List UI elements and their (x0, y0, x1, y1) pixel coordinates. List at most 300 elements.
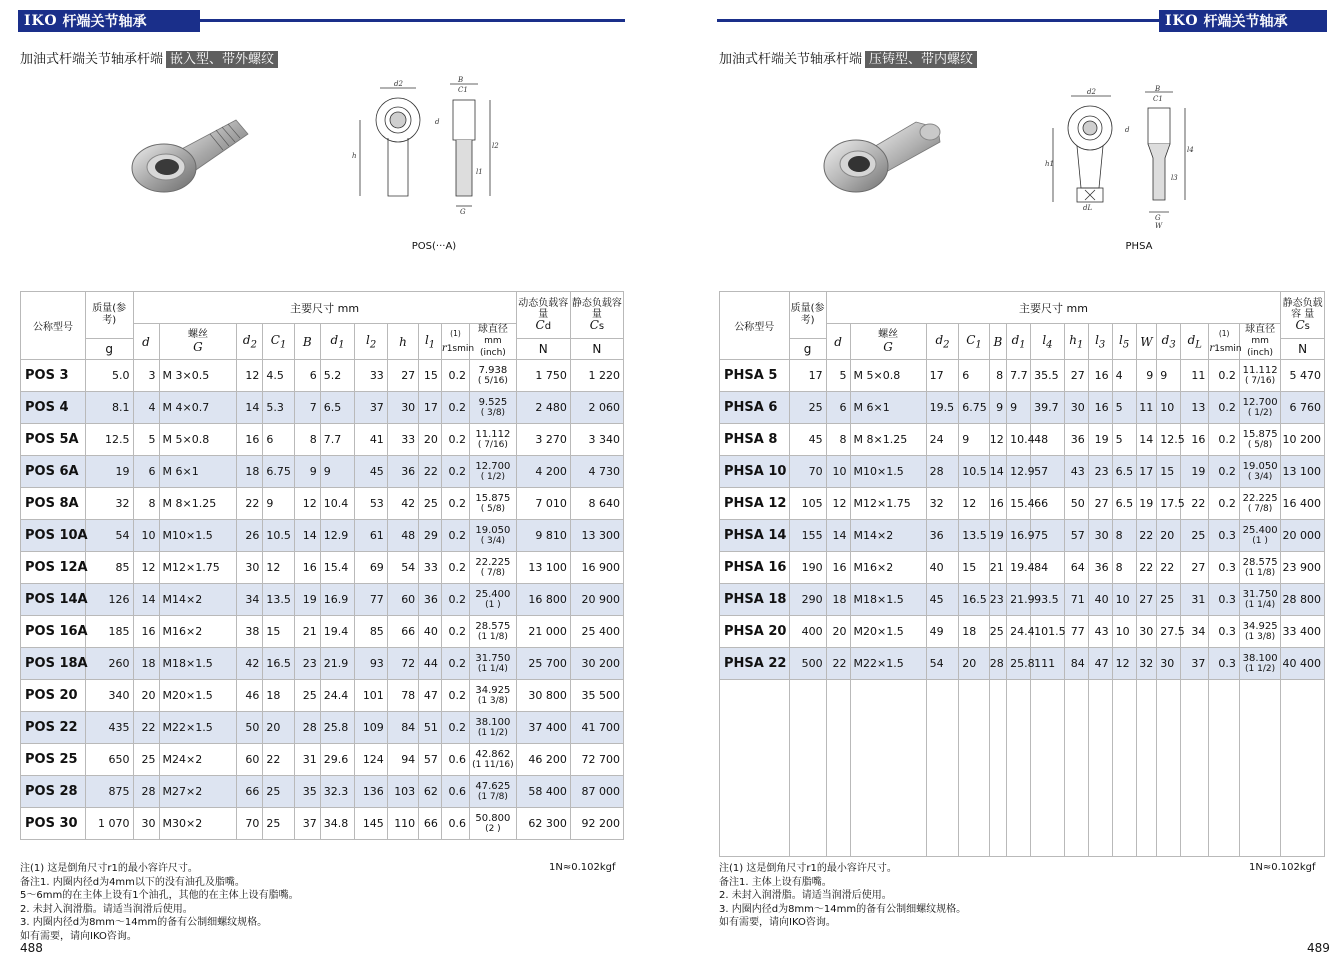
cell-r: 0.2 (441, 488, 469, 520)
cell-c1: 22 (263, 744, 294, 776)
col-d2: $d_2$ (237, 324, 263, 360)
section-subtitle: 加油式杆端关节轴承杆端 嵌入型、带外螺纹 (20, 48, 278, 67)
cell-g: M22×1.5 (850, 648, 926, 680)
cell-d3: 12.5 (1157, 424, 1181, 456)
cell-b: 7 (294, 392, 320, 424)
cell-w: 11 (1136, 392, 1157, 424)
col-thread: 螺丝 G (850, 324, 926, 360)
cell-d1: 9 (320, 456, 355, 488)
col-main-dims-header: 主要尺寸 mm (133, 292, 516, 324)
cell-mass: 45 (789, 424, 826, 456)
cell-h: 42 (387, 488, 418, 520)
cell-d: 10 (826, 456, 850, 488)
svg-text:W: W (1155, 222, 1163, 230)
cell-l1: 22 (419, 456, 442, 488)
cell-model: POS 28 (21, 776, 86, 808)
cell-model: PHSA 8 (720, 424, 790, 456)
cell-d: 14 (826, 520, 850, 552)
cell-l4: 35.5 (1031, 360, 1065, 392)
cell-g: M20×1.5 (850, 616, 926, 648)
cell-c1: 25 (263, 808, 294, 840)
cell-d: 25 (133, 744, 159, 776)
cell-c1: 13.5 (959, 520, 989, 552)
cell-r: 0.2 (441, 456, 469, 488)
cell-r: 0.2 (441, 424, 469, 456)
table-row (720, 616, 1325, 648)
cell-d: 22 (133, 712, 159, 744)
cell-cs: 13 300 (570, 520, 623, 552)
cell-dl: 27 (1181, 552, 1209, 584)
cell-mass: 340 (85, 680, 133, 712)
cell-ball: 38.100 (1 1/2) (1239, 648, 1280, 680)
cell-cs: 5 470 (1281, 360, 1325, 392)
table-row (21, 456, 624, 488)
cell-d1: 21.9 (1007, 584, 1031, 616)
cell-model: POS 25 (21, 744, 86, 776)
table-row (21, 776, 624, 808)
cell-h: 94 (387, 744, 418, 776)
cell-d1: 10.4 (1007, 424, 1031, 456)
cell-h: 72 (387, 648, 418, 680)
cell-b: 31 (294, 744, 320, 776)
cell-l1: 40 (419, 616, 442, 648)
cell-cs: 8 640 (570, 488, 623, 520)
cell-cs: 13 100 (1281, 456, 1325, 488)
cell-l2: 69 (355, 552, 387, 584)
cell-g: M 5×0.8 (850, 360, 926, 392)
col-model-header: 公称型号 (720, 292, 790, 360)
cell-cs: 20 000 (1281, 520, 1325, 552)
cell-r: 0.2 (441, 616, 469, 648)
cell-l4: 111 (1031, 648, 1065, 680)
col-l4: $l_4$ (1031, 324, 1065, 360)
cell-cs: 35 500 (570, 680, 623, 712)
cell-h: 110 (387, 808, 418, 840)
cell-mass: 17 (789, 360, 826, 392)
cell-d3: 9 (1157, 360, 1181, 392)
cell-l2: 33 (355, 360, 387, 392)
table-row (720, 584, 1325, 616)
cell-b: 14 (989, 456, 1006, 488)
cell-l4: 93.5 (1031, 584, 1065, 616)
cell-d2: 18 (237, 456, 263, 488)
cell-d1: 32.3 (320, 776, 355, 808)
cell-d1: 6.5 (320, 392, 355, 424)
cell-cs: 20 900 (570, 584, 623, 616)
cell-d3: 30 (1157, 648, 1181, 680)
cell-model: POS 3 (21, 360, 86, 392)
cell-d: 12 (133, 552, 159, 584)
col-ball: 球直径 mm (inch) (470, 324, 517, 360)
cell-ball: 19.050 ( 3/4) (1239, 456, 1280, 488)
cell-l2: 41 (355, 424, 387, 456)
product-photo (820, 112, 950, 202)
cell-g: M22×1.5 (159, 712, 237, 744)
cell-c1: 18 (263, 680, 294, 712)
cell-b: 8 (989, 360, 1006, 392)
col-c1: $C_1$ (959, 324, 989, 360)
header-title: 杆端关节轴承 (1203, 14, 1288, 30)
svg-text:l1: l1 (476, 168, 483, 176)
cell-d3: 20 (1157, 520, 1181, 552)
left-page (0, 0, 666, 961)
cell-w: 19 (1136, 488, 1157, 520)
cell-l4: 48 (1031, 424, 1065, 456)
table-row (21, 424, 624, 456)
cell-g: M 6×1 (159, 456, 237, 488)
cell-cs: 25 400 (570, 616, 623, 648)
col-l5: $l_5$ (1112, 324, 1136, 360)
svg-text:l4: l4 (1187, 146, 1194, 154)
cell-ball: 28.575 (1 1/8) (1239, 552, 1280, 584)
svg-text:d2: d2 (394, 80, 403, 88)
cell-l4: 57 (1031, 456, 1065, 488)
cell-mass: 70 (789, 456, 826, 488)
cell-l1: 47 (419, 680, 442, 712)
unit-note: 1N≈0.102kgf (1249, 862, 1316, 873)
cell-dl: 11 (1181, 360, 1209, 392)
cell-c1: 6.75 (959, 392, 989, 424)
stat-unit: N (570, 339, 623, 360)
cell-d1: 15.4 (320, 552, 355, 584)
cell-d2: 54 (926, 648, 959, 680)
svg-text:dL: dL (1083, 204, 1093, 212)
col-ball: 球直径 mm (inch) (1239, 324, 1280, 360)
svg-text:B: B (1155, 85, 1161, 93)
cell-d1: 29.6 (320, 744, 355, 776)
cell-h: 33 (387, 424, 418, 456)
cell-cd: 58 400 (516, 776, 570, 808)
cell-l4: 39.7 (1031, 392, 1065, 424)
cell-d: 6 (826, 392, 850, 424)
cell-b: 12 (989, 424, 1006, 456)
cell-r: 0.6 (441, 808, 469, 840)
cell-ball: 19.050 ( 3/4) (470, 520, 517, 552)
cell-l3: 43 (1088, 616, 1112, 648)
cell-w: 17 (1136, 456, 1157, 488)
cell-mass: 185 (85, 616, 133, 648)
cell-b: 28 (294, 712, 320, 744)
cell-h1: 30 (1064, 392, 1088, 424)
cell-cd: 16 800 (516, 584, 570, 616)
cell-ball: 9.525 ( 3/8) (470, 392, 517, 424)
dyn-unit: N (516, 339, 570, 360)
cell-model: PHSA 5 (720, 360, 790, 392)
cell-d2: 42 (237, 648, 263, 680)
header-rule (188, 19, 625, 22)
cell-h1: 64 (1064, 552, 1088, 584)
col-r: $^{(1)}$ r1smin (1209, 324, 1239, 360)
cell-cd: 21 000 (516, 616, 570, 648)
cell-d2: 14 (237, 392, 263, 424)
cell-cd: 13 100 (516, 552, 570, 584)
cell-model: PHSA 6 (720, 392, 790, 424)
col-main-dims-header: 主要尺寸 mm (826, 292, 1281, 324)
svg-text:B: B (458, 76, 464, 84)
col-w: W (1136, 324, 1157, 360)
cell-w: 30 (1136, 616, 1157, 648)
cell-h: 84 (387, 712, 418, 744)
cell-mass: 85 (85, 552, 133, 584)
cell-ball: 12.700 ( 1/2) (1239, 392, 1280, 424)
cell-model: POS 22 (21, 712, 86, 744)
cell-mass: 500 (789, 648, 826, 680)
cell-mass: 5.0 (85, 360, 133, 392)
cell-mass: 290 (789, 584, 826, 616)
svg-text:l3: l3 (1171, 174, 1178, 182)
cell-h: 30 (387, 392, 418, 424)
cell-h1: 71 (1064, 584, 1088, 616)
cell-b: 12 (294, 488, 320, 520)
table-filler (720, 680, 1325, 857)
header-title: 杆端关节轴承 (62, 14, 147, 30)
cell-d1: 19.4 (1007, 552, 1031, 584)
cell-dl: 13 (1181, 392, 1209, 424)
cell-l5: 5 (1112, 424, 1136, 456)
cell-h: 60 (387, 584, 418, 616)
cell-h: 36 (387, 456, 418, 488)
cell-r: 0.3 (1209, 552, 1239, 584)
cell-c1: 12 (959, 488, 989, 520)
cell-ball: 34.925 (1 3/8) (470, 680, 517, 712)
cell-g: M24×2 (159, 744, 237, 776)
cell-g: M 3×0.5 (159, 360, 237, 392)
cell-d3: 22 (1157, 552, 1181, 584)
cell-g: M16×2 (159, 616, 237, 648)
cell-cs: 16 900 (570, 552, 623, 584)
svg-text:d: d (1125, 126, 1130, 134)
cell-l3: 30 (1088, 520, 1112, 552)
cell-ball: 50.800 (2 ) (470, 808, 517, 840)
cell-l1: 25 (419, 488, 442, 520)
cell-model: PHSA 20 (720, 616, 790, 648)
cell-d2: 36 (926, 520, 959, 552)
cell-d: 10 (133, 520, 159, 552)
table-row (21, 392, 624, 424)
cell-b: 23 (294, 648, 320, 680)
table-row (21, 808, 624, 840)
cell-d2: 24 (926, 424, 959, 456)
col-mass-header: 质量(参考) (85, 292, 133, 339)
cell-r: 0.2 (441, 648, 469, 680)
cell-w: 22 (1136, 520, 1157, 552)
cell-cd: 2 480 (516, 392, 570, 424)
brand-block (1159, 10, 1327, 32)
cell-w: 32 (1136, 648, 1157, 680)
cell-cd: 7 010 (516, 488, 570, 520)
cell-g: M 5×0.8 (159, 424, 237, 456)
cell-l1: 17 (419, 392, 442, 424)
cell-l2: 77 (355, 584, 387, 616)
cell-g: M14×2 (159, 584, 237, 616)
cell-cs: 33 400 (1281, 616, 1325, 648)
cell-d3: 10 (1157, 392, 1181, 424)
cell-d2: 66 (237, 776, 263, 808)
cell-l2: 136 (355, 776, 387, 808)
cell-d1: 24.4 (1007, 616, 1031, 648)
svg-text:d2: d2 (1087, 88, 1096, 96)
cell-dl: 31 (1181, 584, 1209, 616)
cell-c1: 20 (263, 712, 294, 744)
cell-d: 5 (133, 424, 159, 456)
cell-r: 0.2 (1209, 488, 1239, 520)
cell-cs: 28 800 (1281, 584, 1325, 616)
cell-b: 6 (294, 360, 320, 392)
cell-l2: 85 (355, 616, 387, 648)
cell-l4: 84 (1031, 552, 1065, 584)
cell-l2: 145 (355, 808, 387, 840)
cell-mass: 190 (789, 552, 826, 584)
table-row (21, 360, 624, 392)
cell-l5: 6.5 (1112, 488, 1136, 520)
cell-cs: 40 400 (1281, 648, 1325, 680)
cell-d1: 16.9 (1007, 520, 1031, 552)
cell-mass: 875 (85, 776, 133, 808)
cell-d1: 9 (1007, 392, 1031, 424)
cell-h1: 36 (1064, 424, 1088, 456)
cell-l3: 16 (1088, 392, 1112, 424)
cell-l3: 23 (1088, 456, 1112, 488)
cell-r: 0.2 (441, 712, 469, 744)
cell-l2: 124 (355, 744, 387, 776)
cell-mass: 25 (789, 392, 826, 424)
right-page (667, 0, 1333, 961)
cell-c1: 4.5 (263, 360, 294, 392)
cell-h: 54 (387, 552, 418, 584)
cell-l2: 109 (355, 712, 387, 744)
table-row (21, 712, 624, 744)
cell-d: 6 (133, 456, 159, 488)
cell-d: 18 (826, 584, 850, 616)
cell-d1: 12.9 (320, 520, 355, 552)
cell-r: 0.6 (441, 744, 469, 776)
cell-r: 0.3 (1209, 616, 1239, 648)
cell-ball: 31.750 (1 1/4) (1239, 584, 1280, 616)
cell-d2: 26 (237, 520, 263, 552)
cell-c1: 20 (959, 648, 989, 680)
cell-ball: 34.925 (1 3/8) (1239, 616, 1280, 648)
cell-b: 28 (989, 648, 1006, 680)
cell-d1: 15.4 (1007, 488, 1031, 520)
cell-d: 28 (133, 776, 159, 808)
cell-g: M 6×1 (850, 392, 926, 424)
col-d1: $d_1$ (1007, 324, 1031, 360)
cell-cd: 30 800 (516, 680, 570, 712)
cell-w: 14 (1136, 424, 1157, 456)
cell-l3: 47 (1088, 648, 1112, 680)
cell-d: 3 (133, 360, 159, 392)
cell-ball: 25.400 (1 ) (1239, 520, 1280, 552)
cell-h1: 43 (1064, 456, 1088, 488)
cell-model: POS 16A (21, 616, 86, 648)
cell-cs: 92 200 (570, 808, 623, 840)
cell-ball: 15.875 ( 5/8) (470, 488, 517, 520)
cell-b: 23 (989, 584, 1006, 616)
svg-text:C1: C1 (1153, 95, 1163, 103)
cell-ball: 25.400 (1 ) (470, 584, 517, 616)
cell-h1: 77 (1064, 616, 1088, 648)
cell-c1: 6 (263, 424, 294, 456)
cell-d1: 7.7 (1007, 360, 1031, 392)
table-row (720, 392, 1325, 424)
cell-h: 66 (387, 616, 418, 648)
col-b: B (989, 324, 1006, 360)
drawing-caption: POS(···A) (411, 241, 457, 252)
cell-cd: 25 700 (516, 648, 570, 680)
technical-drawing (350, 78, 510, 228)
cell-dl: 37 (1181, 648, 1209, 680)
cell-cs: 10 200 (1281, 424, 1325, 456)
table-row (720, 488, 1325, 520)
cell-l2: 53 (355, 488, 387, 520)
cell-l1: 44 (419, 648, 442, 680)
cell-r: 0.2 (441, 584, 469, 616)
cell-c1: 10.5 (263, 520, 294, 552)
cell-mass: 54 (85, 520, 133, 552)
cell-b: 19 (294, 584, 320, 616)
cell-l3: 27 (1088, 488, 1112, 520)
cell-d1: 5.2 (320, 360, 355, 392)
cell-l1: 57 (419, 744, 442, 776)
cell-l4: 101.5 (1031, 616, 1065, 648)
cell-g: M 4×0.7 (159, 392, 237, 424)
cell-mass: 650 (85, 744, 133, 776)
mass-unit: g (85, 339, 133, 360)
cell-d2: 49 (926, 616, 959, 648)
cell-ball: 47.625 (1 7/8) (470, 776, 517, 808)
page-header (717, 10, 1327, 32)
page-number: 488 (20, 941, 43, 955)
col-d2: $d_2$ (926, 324, 959, 360)
cell-g: M12×1.75 (850, 488, 926, 520)
table-row (21, 584, 624, 616)
cell-cd: 9 810 (516, 520, 570, 552)
cell-l1: 62 (419, 776, 442, 808)
cell-model: POS 6A (21, 456, 86, 488)
cell-l1: 51 (419, 712, 442, 744)
header-rule (717, 19, 1159, 22)
cell-l1: 15 (419, 360, 442, 392)
cell-r: 0.3 (1209, 584, 1239, 616)
cell-d2: 60 (237, 744, 263, 776)
table-row (21, 744, 624, 776)
col-stat-header: 静态负载容 量 Cs (570, 292, 623, 339)
cell-model: POS 12A (21, 552, 86, 584)
table-row (720, 424, 1325, 456)
cell-d2: 17 (926, 360, 959, 392)
cell-d1: 7.7 (320, 424, 355, 456)
cell-b: 8 (294, 424, 320, 456)
cell-l3: 40 (1088, 584, 1112, 616)
cell-l4: 75 (1031, 520, 1065, 552)
col-b: B (294, 324, 320, 360)
cell-d3: 25 (1157, 584, 1181, 616)
cell-d1: 21.9 (320, 648, 355, 680)
page-header (0, 10, 625, 32)
type-tag: 嵌入型、带外螺纹 (166, 51, 278, 68)
cell-cd: 62 300 (516, 808, 570, 840)
section-subtitle: 加油式杆端关节轴承杆端 压铸型、带内螺纹 (719, 48, 977, 67)
cell-d: 22 (826, 648, 850, 680)
cell-g: M16×2 (850, 552, 926, 584)
table-row (21, 552, 624, 584)
cell-cs: 72 700 (570, 744, 623, 776)
cell-b: 16 (294, 552, 320, 584)
spec-table (719, 291, 1325, 857)
col-l3: $l_3$ (1088, 324, 1112, 360)
cell-h1: 27 (1064, 360, 1088, 392)
cell-l2: 37 (355, 392, 387, 424)
